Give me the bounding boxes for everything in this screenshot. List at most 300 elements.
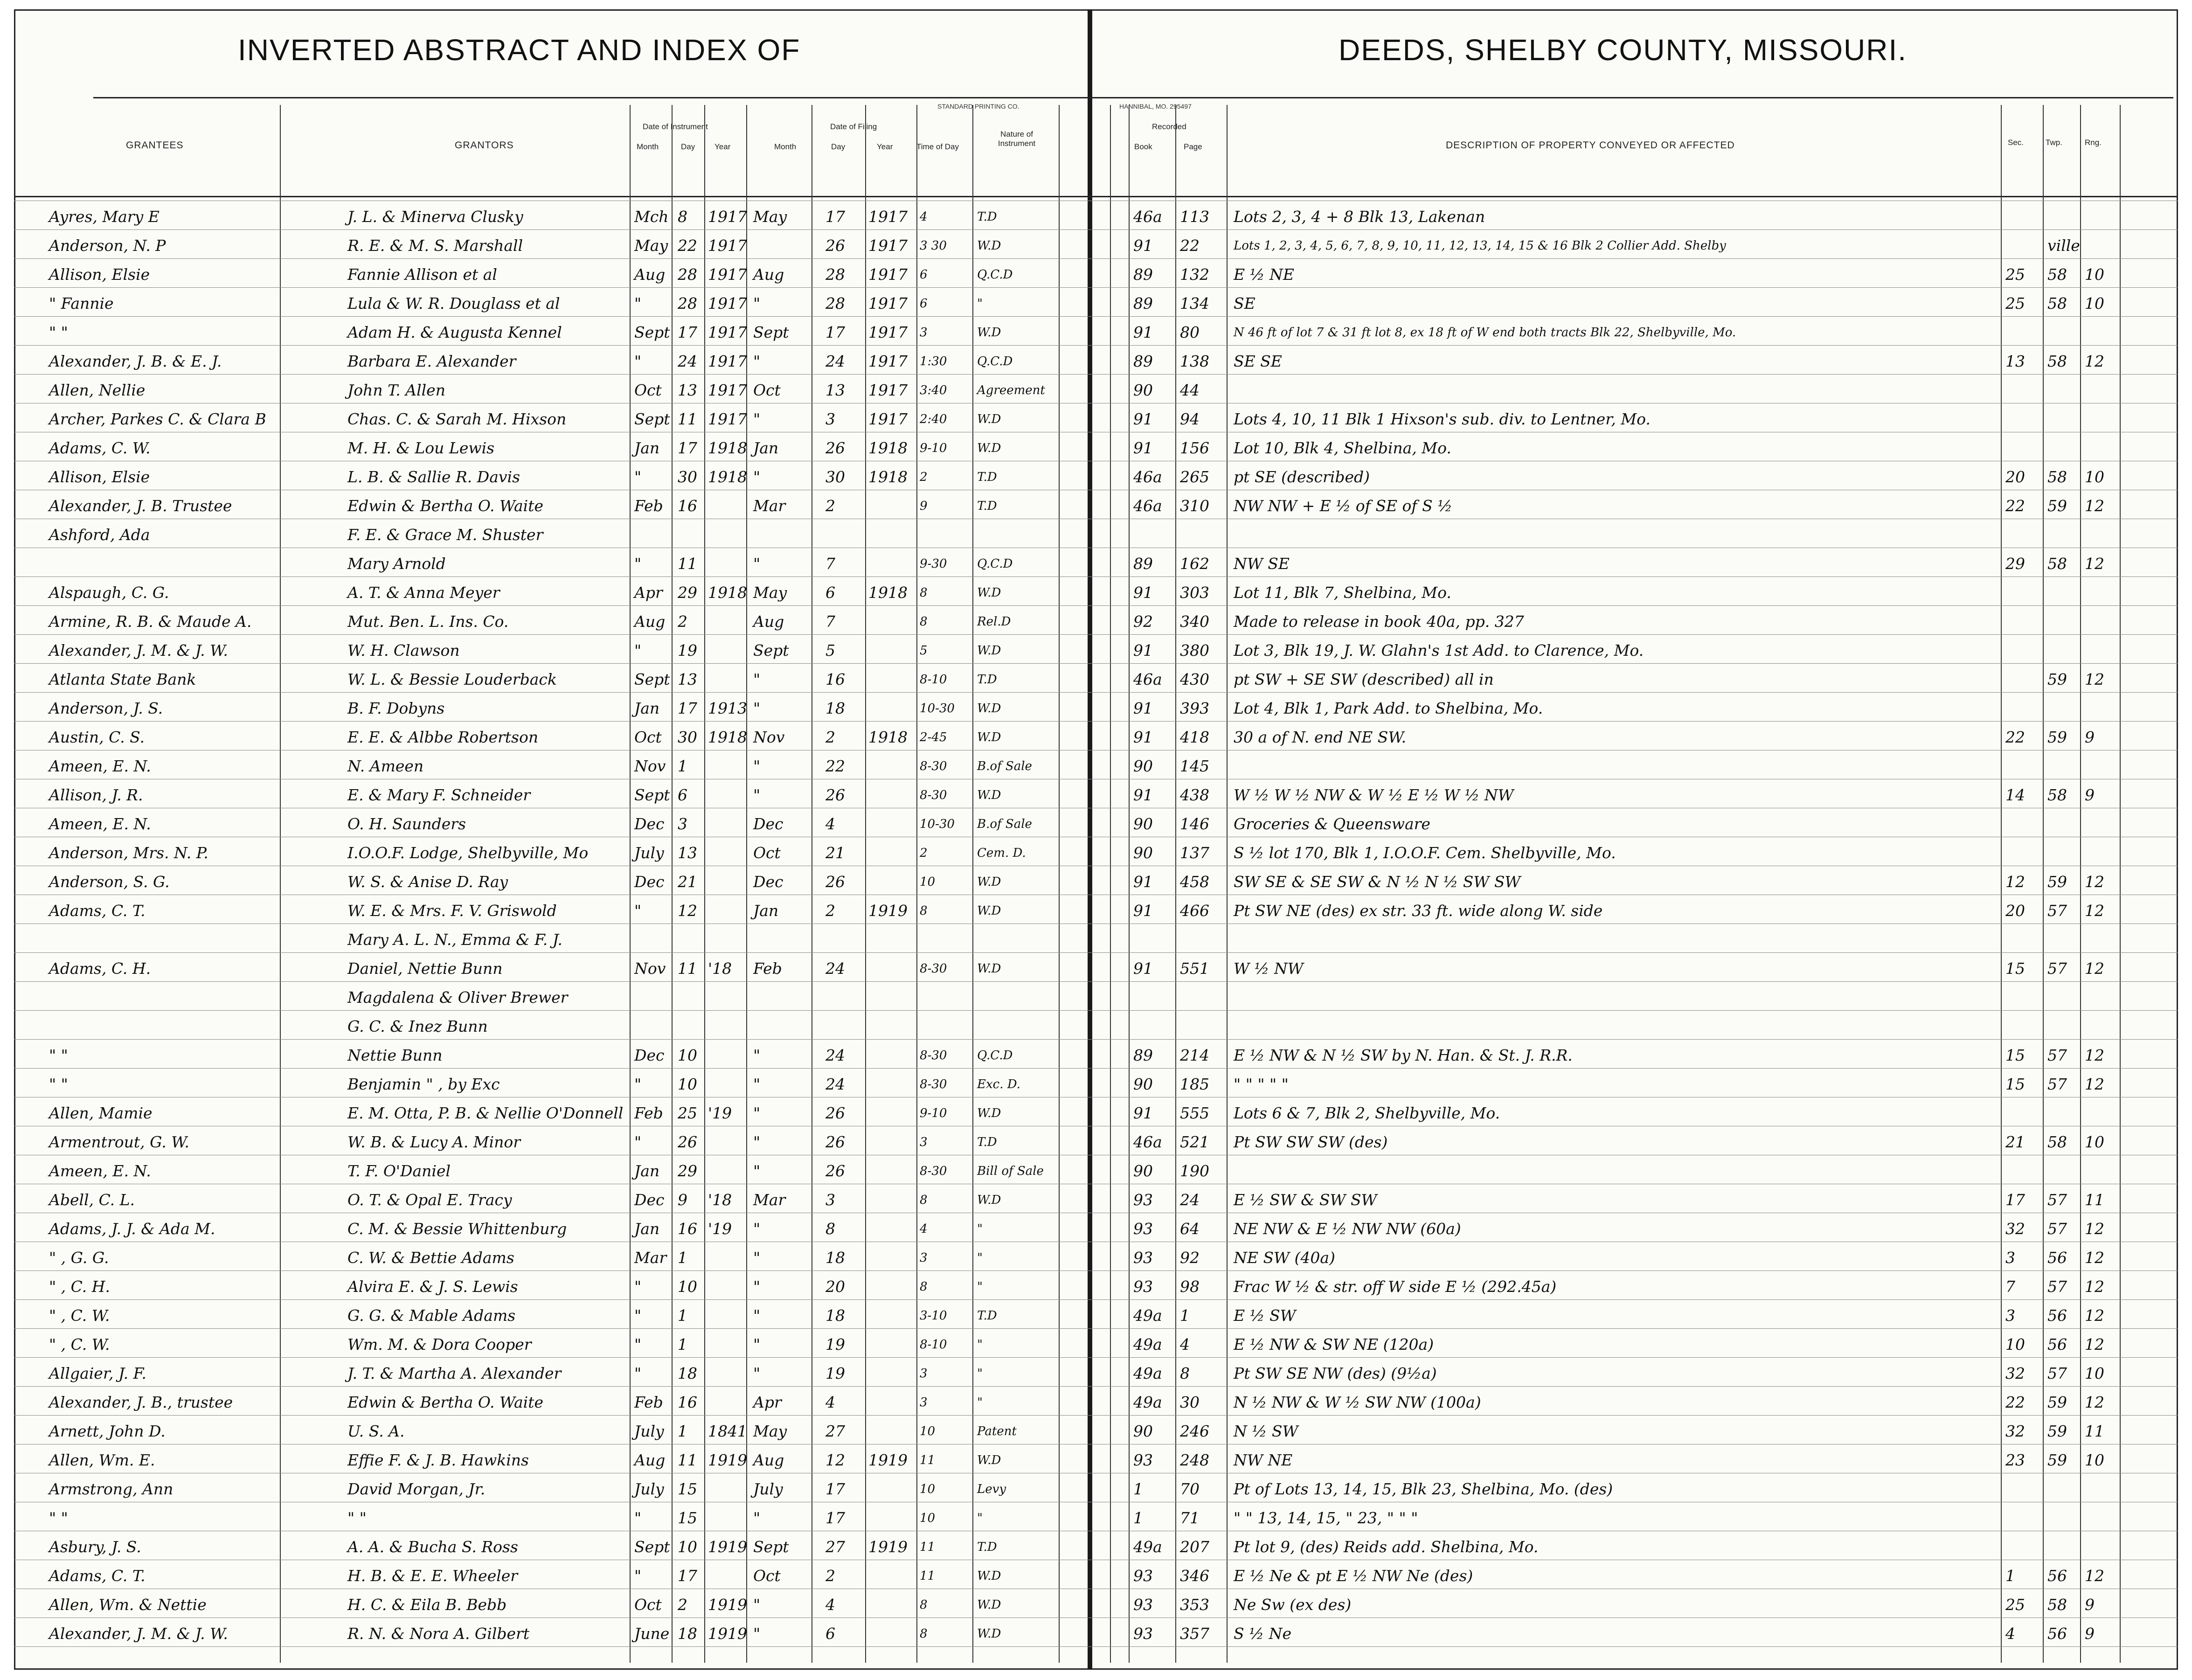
entry-time: 8 (920, 586, 928, 600)
entry-grantee: Anderson, S. G. (49, 873, 170, 891)
entry-book: 91 (1133, 439, 1153, 457)
entry-page: 466 (1180, 902, 1209, 920)
entry-nature: W.D (977, 1569, 1001, 1583)
entry-book: 49a (1133, 1393, 1162, 1411)
entry-book: 90 (1133, 381, 1153, 399)
entry-grantee: Allison, Elsie (49, 468, 150, 486)
entry-f-month: Sept (753, 1538, 789, 1556)
entry-book: 91 (1133, 699, 1153, 717)
entry-i-day: 16 (678, 497, 697, 515)
entry-i-year: 1913 (708, 699, 747, 717)
entry-i-day: 15 (678, 1509, 697, 1527)
entry-f-day: 26 (825, 1162, 845, 1180)
entry-desc: S ½ lot 170, Blk 1, I.O.O.F. Cem. Shelbyville, Mo. (1234, 844, 1616, 862)
entry-f-month: Dec (753, 815, 784, 833)
printer-mark-left: STANDARD PRINTING CO. (937, 103, 1020, 110)
row-rule (14, 1068, 2178, 1069)
entry-sec: 15 (2005, 1075, 2025, 1093)
entry-grantor: I.O.O.F. Lodge, Shelbyville, Mo (347, 844, 589, 862)
entry-desc: NE NW & E ½ NW NW (60a) (1234, 1220, 1461, 1238)
entry-f-month: " (753, 1104, 761, 1122)
entry-book: 90 (1133, 757, 1153, 775)
entry-nature: Q.C.D (977, 354, 1013, 368)
entry-grantee: " , C. W. (49, 1306, 110, 1325)
entry-rng: 12 (2085, 1306, 2104, 1325)
entry-grantee: " " (49, 1075, 68, 1093)
entry-nature: Levy (977, 1482, 1006, 1496)
entry-grantor: Fannie Allison et al (347, 265, 497, 284)
entry-grantee: Alexander, J. B., trustee (49, 1393, 233, 1411)
entry-nature: W.D (977, 1106, 1001, 1120)
entry-desc: Ne Sw (ex des) (1234, 1596, 1352, 1614)
entry-i-day: 22 (678, 236, 697, 255)
entry-rng: 11 (2085, 1191, 2104, 1209)
entry-i-month: Aug (634, 612, 666, 631)
header-rule (14, 196, 2178, 197)
entry-grantor: Alvira E. & J. S. Lewis (347, 1277, 518, 1296)
entry-grantee: Alexander, J. M. & J. W. (49, 1624, 228, 1643)
entry-grantee: Abell, C. L. (49, 1191, 135, 1209)
entry-sec: 21 (2005, 1133, 2025, 1151)
entry-book: 46a (1133, 1133, 1162, 1151)
entry-grantee: " , C. H. (49, 1277, 110, 1296)
entry-i-month: July (634, 1480, 664, 1498)
entry-time: 4 (920, 210, 928, 224)
entry-twp: 58 (2047, 1133, 2067, 1151)
entry-page: 146 (1180, 815, 1209, 833)
entry-page: 346 (1180, 1567, 1209, 1585)
entry-book: 91 (1133, 236, 1153, 255)
entry-i-day: 10 (678, 1277, 697, 1296)
entry-page: 138 (1180, 352, 1209, 370)
column-rule (280, 105, 281, 1663)
header-rng: Rng. (2085, 138, 2102, 147)
entry-desc: Pt SW SW SW (des) (1234, 1133, 1388, 1151)
entry-grantee: Anderson, N. P (49, 236, 166, 255)
entry-nature: W.D (977, 644, 1001, 658)
entry-f-month: Mar (753, 497, 786, 515)
row-rule (14, 229, 2178, 230)
entry-desc: E ½ SW (1234, 1306, 1296, 1325)
entry-grantor: " " (347, 1509, 367, 1527)
entry-book: 91 (1133, 873, 1153, 891)
entry-i-day: 1 (678, 1306, 687, 1325)
entry-i-year: 1917 (708, 236, 747, 255)
entry-time: 3 (920, 1251, 928, 1265)
entry-time: 8-10 (920, 1338, 947, 1352)
entry-grantee: Adams, C. H. (49, 959, 151, 978)
entry-twp: 59 (2047, 1393, 2067, 1411)
entry-rng: 12 (2085, 1220, 2104, 1238)
entry-page: 418 (1180, 728, 1209, 746)
entry-f-day: 18 (825, 1249, 845, 1267)
entry-i-year: '19 (708, 1104, 732, 1122)
entry-grantee: Allison, Elsie (49, 265, 150, 284)
entry-i-month: Sept (634, 410, 670, 428)
entry-book: 90 (1133, 1162, 1153, 1180)
entry-grantor: A. A. & Bucha S. Ross (347, 1538, 518, 1556)
row-rule (14, 923, 2178, 924)
entry-rng: 12 (2085, 497, 2104, 515)
entry-f-day: 16 (825, 670, 845, 688)
row-rule (14, 287, 2178, 288)
entry-time: 1:30 (920, 354, 947, 368)
entry-grantee: Archer, Parkes C. & Clara B (49, 410, 266, 428)
entry-i-month: Sept (634, 323, 670, 341)
row-rule (14, 576, 2178, 577)
entry-page: 190 (1180, 1162, 1209, 1180)
entry-twp: 58 (2047, 786, 2067, 804)
entry-grantor: E. E. & Albbe Robertson (347, 728, 539, 746)
entry-time: 2-45 (920, 730, 947, 744)
entry-book: 89 (1133, 294, 1153, 312)
entry-sec: 1 (2005, 1567, 2015, 1585)
entry-grantee: Allen, Wm. & Nettie (49, 1596, 207, 1614)
entry-twp: 57 (2047, 1075, 2067, 1093)
entry-grantor: R. N. & Nora A. Gilbert (347, 1624, 530, 1643)
entry-f-month: " (753, 670, 761, 688)
entry-time: 10-30 (920, 817, 955, 831)
entry-time: 3 (920, 1395, 928, 1409)
entry-rng: 12 (2085, 959, 2104, 978)
entry-nature: W.D (977, 239, 1001, 253)
entry-desc: Made to release in book 40a, pp. 327 (1234, 612, 1524, 631)
entry-grantor: Chas. C. & Sarah M. Hixson (347, 410, 567, 428)
entry-grantee: Armstrong, Ann (49, 1480, 173, 1498)
entry-i-month: Dec (634, 815, 665, 833)
entry-nature: W.D (977, 788, 1001, 802)
entry-twp: 58 (2047, 265, 2067, 284)
entry-f-day: 26 (825, 236, 845, 255)
row-rule (14, 663, 2178, 664)
column-rule (2080, 105, 2081, 1663)
row-rule (14, 1357, 2178, 1358)
entry-page: 71 (1180, 1509, 1200, 1527)
row-rule (14, 1270, 2178, 1271)
entry-grantor: W. E. & Mrs. F. V. Griswold (347, 902, 557, 920)
row-rule (14, 952, 2178, 953)
entry-grantor: Nettie Bunn (347, 1046, 443, 1064)
entry-i-month: Sept (634, 1538, 670, 1556)
entry-page: 303 (1180, 583, 1209, 602)
entry-f-day: 2 (825, 1567, 835, 1585)
entry-f-month: Oct (753, 844, 781, 862)
entry-nature: W.D (977, 586, 1001, 600)
header-grantees: GRANTEES (126, 140, 184, 151)
entry-i-day: 10 (678, 1046, 697, 1064)
entry-desc: Pt lot 9, (des) Reids add. Shelbina, Mo. (1234, 1538, 1539, 1556)
entry-page: 185 (1180, 1075, 1209, 1093)
entry-grantor: Lula & W. R. Douglass et al (347, 294, 560, 312)
entry-f-day: 27 (825, 1538, 845, 1556)
entry-i-month: " (634, 468, 642, 486)
entry-i-month: Feb (634, 497, 663, 515)
entry-page: 70 (1180, 1480, 1200, 1498)
entry-i-month: Sept (634, 670, 670, 688)
entry-i-day: 1 (678, 1422, 687, 1440)
entry-time: 10 (920, 1482, 936, 1496)
entry-rng: 12 (2085, 1393, 2104, 1411)
entry-i-month: Nov (634, 959, 666, 978)
entry-book: 93 (1133, 1567, 1153, 1585)
entry-grantee: Adams, J. J. & Ada M. (49, 1220, 215, 1238)
entry-time: 11 (920, 1453, 936, 1467)
entry-i-month: June (634, 1624, 670, 1643)
entry-grantor: Daniel, Nettie Bunn (347, 959, 503, 978)
entry-nature: T.D (977, 1309, 997, 1323)
entry-grantee: Ameen, E. N. (49, 757, 151, 775)
entry-f-day: 30 (825, 468, 845, 486)
entry-time: 8-30 (920, 788, 947, 802)
entry-grantee: " " (49, 1509, 68, 1527)
entry-twp: 58 (2047, 294, 2067, 312)
entry-time: 3 (920, 1367, 928, 1381)
entry-twp: 58 (2047, 468, 2067, 486)
entry-i-month: Oct (634, 1596, 662, 1614)
entry-f-day: 5 (825, 641, 835, 660)
entry-grantor: G. G. & Mable Adams (347, 1306, 516, 1325)
entry-grantee: Alspaugh, C. G. (49, 583, 169, 602)
entry-sec: 4 (2005, 1624, 2015, 1643)
entry-f-month: " (753, 1249, 761, 1267)
entry-twp: 57 (2047, 1046, 2067, 1064)
entry-grantee: Atlanta State Bank (49, 670, 196, 688)
entry-f-day: 19 (825, 1364, 845, 1382)
entry-f-day: 4 (825, 1596, 835, 1614)
entry-page: 30 (1180, 1393, 1200, 1411)
entry-twp: 59 (2047, 497, 2067, 515)
entry-i-day: 11 (678, 555, 697, 573)
entry-f-day: 2 (825, 902, 835, 920)
column-rule (2001, 105, 2002, 1663)
entry-f-day: 3 (825, 1191, 835, 1209)
entry-f-day: 19 (825, 1335, 845, 1354)
entry-page: 246 (1180, 1422, 1209, 1440)
entry-page: 80 (1180, 323, 1200, 341)
entry-time: 9-10 (920, 1106, 947, 1120)
entry-grantor: T. F. O'Daniel (347, 1162, 451, 1180)
entry-grantee: Ameen, E. N. (49, 815, 151, 833)
header-file-year: Year (877, 142, 893, 151)
entry-book: 46a (1133, 468, 1162, 486)
entry-sec: 29 (2005, 555, 2025, 573)
entry-grantor: L. B. & Sallie R. Davis (347, 468, 520, 486)
entry-grantor: W. B. & Lucy A. Minor (347, 1133, 521, 1151)
entry-rng: 11 (2085, 1422, 2104, 1440)
entry-twp: 57 (2047, 1220, 2067, 1238)
entry-rng: 12 (2085, 352, 2104, 370)
entry-rng: 12 (2085, 670, 2104, 688)
entry-desc: S ½ Ne (1234, 1624, 1291, 1643)
entry-sec: 23 (2005, 1451, 2025, 1469)
entry-f-day: 4 (825, 815, 835, 833)
entry-i-year: 1917 (708, 410, 747, 428)
entry-page: 92 (1180, 1249, 1200, 1267)
entry-grantee: Ayres, Mary E (49, 208, 160, 226)
entry-i-day: 26 (678, 1133, 697, 1151)
entry-nature: B.of Sale (977, 817, 1032, 831)
entry-f-month: " (753, 1220, 761, 1238)
entry-desc: Pt of Lots 13, 14, 15, Blk 23, Shelbina, Mo. (des) (1234, 1480, 1613, 1498)
entry-book: 91 (1133, 959, 1153, 978)
entry-rng: 12 (2085, 1249, 2104, 1267)
entry-i-year: 1917 (708, 352, 747, 370)
entry-page: 380 (1180, 641, 1209, 660)
entry-i-year: 1919 (708, 1538, 747, 1556)
entry-time: 3:40 (920, 383, 947, 397)
entry-rng: 12 (2085, 1277, 2104, 1296)
entry-rng: 12 (2085, 1075, 2104, 1093)
entry-desc: Lot 3, Blk 19, J. W. Glahn's 1st Add. to Clarence, Mo. (1234, 641, 1644, 660)
entry-i-month: " (634, 1567, 642, 1585)
entry-book: 49a (1133, 1538, 1162, 1556)
entry-nature: Exc. D. (977, 1077, 1020, 1091)
entry-twp: 58 (2047, 1596, 2067, 1614)
row-rule (14, 981, 2178, 982)
row-rule (14, 692, 2178, 693)
entry-i-year: 1919 (708, 1451, 747, 1469)
entry-i-year: 1841 (708, 1422, 747, 1440)
entry-book: 93 (1133, 1596, 1153, 1614)
header-inst-month: Month (637, 142, 659, 151)
header-grantors: GRANTORS (455, 140, 514, 151)
entry-twp: 59 (2047, 873, 2067, 891)
entry-i-month: Aug (634, 265, 666, 284)
entry-rng: 12 (2085, 1335, 2104, 1354)
entry-desc: pt SW + SE SW (described) all in (1234, 670, 1494, 688)
entry-f-month: Dec (753, 873, 784, 891)
entry-i-day: 28 (678, 294, 697, 312)
entry-i-day: 1 (678, 1249, 687, 1267)
entry-f-year: 1918 (868, 468, 908, 486)
entry-f-month: Oct (753, 1567, 781, 1585)
entry-time: 8 (920, 615, 928, 629)
entry-rng: 12 (2085, 902, 2104, 920)
row-rule (14, 721, 2178, 722)
entry-i-month: " (634, 1133, 642, 1151)
entry-i-day: 29 (678, 583, 697, 602)
entry-nature: B.of Sale (977, 759, 1032, 773)
entry-rng: 9 (2085, 786, 2095, 804)
entry-nature: W.D (977, 412, 1001, 426)
entry-nature: T.D (977, 210, 997, 224)
entry-book: 91 (1133, 410, 1153, 428)
entry-f-month: " (753, 757, 761, 775)
entry-nature: T.D (977, 470, 997, 484)
entry-f-month: Aug (753, 612, 784, 631)
entry-twp: 58 (2047, 555, 2067, 573)
entry-time: 8 (920, 1193, 928, 1207)
entry-grantee: Armentrout, G. W. (49, 1133, 189, 1151)
entry-sec: 32 (2005, 1220, 2025, 1238)
entry-grantee: Anderson, Mrs. N. P. (49, 844, 208, 862)
entry-grantor: E. M. Otta, P. B. & Nellie O'Donnell (347, 1104, 624, 1122)
header-date-instrument: Date of Instrument (643, 122, 708, 131)
entry-sec: 20 (2005, 902, 2025, 920)
entry-f-month: May (753, 583, 787, 602)
entry-grantee: " " (49, 323, 68, 341)
entry-grantee: Ashford, Ada (49, 526, 150, 544)
row-rule (14, 1646, 2178, 1647)
entry-book: 89 (1133, 352, 1153, 370)
entry-f-day: 28 (825, 265, 845, 284)
entry-f-month: " (753, 410, 761, 428)
entry-nature: " (977, 1367, 983, 1381)
entry-grantee: Alexander, J. B. & E. J. (49, 352, 222, 370)
entry-nature: T.D (977, 1135, 997, 1149)
entry-desc: 30 a of N. end NE SW. (1234, 728, 1407, 746)
entry-f-day: 24 (825, 959, 845, 978)
entry-i-month: Jan (634, 1220, 660, 1238)
entry-time: 8-30 (920, 759, 947, 773)
entry-sec: 3 (2005, 1306, 2015, 1325)
entry-page: 137 (1180, 844, 1209, 862)
entry-grantee: " , C. W. (49, 1335, 110, 1354)
entry-desc: " " 13, 14, 15, " 23, " " " (1234, 1509, 1418, 1527)
entry-i-month: Sept (634, 786, 670, 804)
header-inst-day: Day (681, 142, 695, 151)
entry-sec: 13 (2005, 352, 2025, 370)
entry-i-year: 1918 (708, 583, 747, 602)
entry-time: 3-10 (920, 1309, 947, 1323)
entry-book: 49a (1133, 1306, 1162, 1325)
entry-desc: SE (1234, 294, 1256, 312)
entry-grantee: Allen, Nellie (49, 381, 146, 399)
entry-page: 458 (1180, 873, 1209, 891)
entry-nature: T.D (977, 499, 997, 513)
entry-grantee: Austin, C. S. (49, 728, 145, 746)
entry-grantee: Alexander, J. M. & J. W. (49, 641, 228, 660)
entry-i-month: " (634, 1509, 642, 1527)
entry-grantor: O. H. Saunders (347, 815, 466, 833)
entry-desc: NE SW (40a) (1234, 1249, 1335, 1267)
entry-f-month: Aug (753, 1451, 784, 1469)
entry-i-day: 19 (678, 641, 697, 660)
entry-rng: 9 (2085, 1596, 2095, 1614)
entry-time: 8-30 (920, 962, 947, 976)
entry-i-day: 17 (678, 439, 697, 457)
entry-grantor: Mary A. L. N., Emma & F. J. (347, 930, 562, 949)
header-nature: Nature of Instrument (998, 130, 1036, 148)
entry-i-day: 24 (678, 352, 697, 370)
entry-page: 156 (1180, 439, 1209, 457)
entry-desc: Lots 6 & 7, Blk 2, Shelbyville, Mo. (1234, 1104, 1500, 1122)
entry-i-day: 13 (678, 844, 697, 862)
entry-desc: E ½ Ne & pt E ½ NW Ne (des) (1234, 1567, 1473, 1585)
entry-f-year: 1917 (868, 265, 908, 284)
entry-i-year: 1917 (708, 208, 747, 226)
entry-page: 521 (1180, 1133, 1209, 1151)
entry-time: 11 (920, 1540, 936, 1554)
entry-f-day: 21 (825, 844, 845, 862)
entry-grantor: O. T. & Opal E. Tracy (347, 1191, 512, 1209)
entry-sec: 32 (2005, 1422, 2025, 1440)
entry-book: 91 (1133, 902, 1153, 920)
title-left: INVERTED ABSTRACT AND INDEX OF (238, 33, 801, 67)
entry-f-day: 27 (825, 1422, 845, 1440)
header-twp: Twp. (2046, 138, 2062, 147)
entry-page: 357 (1180, 1624, 1209, 1643)
entry-grantee: Armine, R. B. & Maude A. (49, 612, 252, 631)
column-rule (1110, 105, 1111, 1663)
entry-i-month: " (634, 352, 642, 370)
entry-nature: Q.C.D (977, 1048, 1013, 1062)
entry-grantee: Allen, Wm. E. (49, 1451, 155, 1469)
entry-i-month: " (634, 1306, 642, 1325)
entry-rng: 12 (2085, 1567, 2104, 1585)
entry-i-day: 25 (678, 1104, 697, 1122)
header-book: Book (1134, 142, 1152, 151)
